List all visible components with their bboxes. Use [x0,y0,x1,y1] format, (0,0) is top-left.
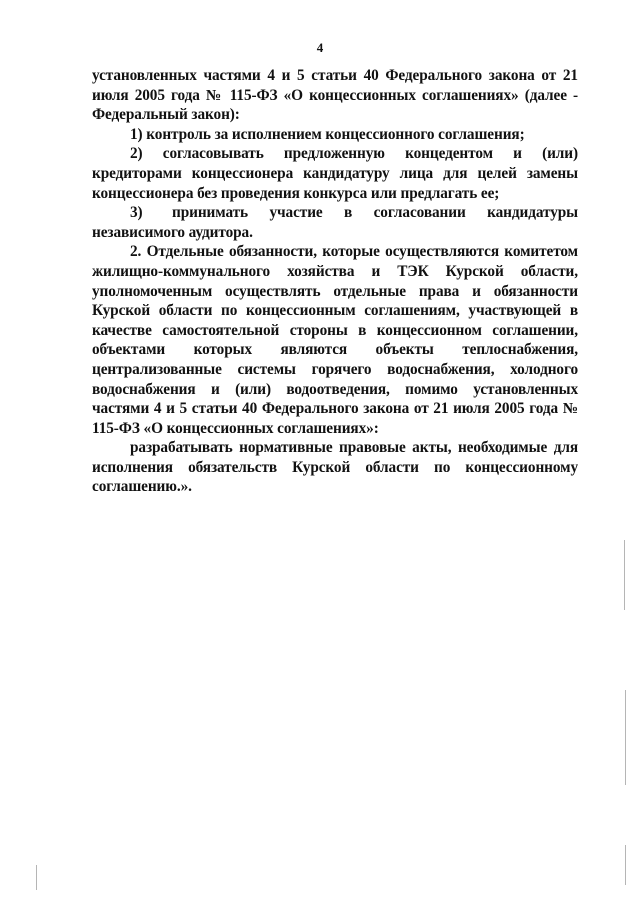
list-item-3-text: принимать участие в согласовании кандидатуры независимого аудитора. [92,204,578,241]
scan-edge-mark [625,845,626,885]
document-body [92,66,578,497]
paragraph-2: 2. Отдельные обязанности, которые осуществляются комитетом жилищно-коммунального хозяйства и ТЭК Курской области, уполномоченным осуществлять отдельные права и обязанности Курской области по концессионным соглашениям, участвующей в качестве самостоятельной стороны в концессионном соглашении, объектами которых являются объекты теплоснабжения, централизованные системы горячего водоснабжения, холодного водоснабжения и (или) водоотведения, помимо установленных частями 4 и 5 статьи 40 Федерального закона от 21 июля 2005 года № 115-ФЗ «О концессионных соглашениях»: [92,243,578,437]
list-item-1: 1) контроль за исполнением концессионного соглашения; [130,125,525,143]
scan-edge-mark [36,865,37,890]
paragraph-intro: установленных частями 4 и 5 статьи 40 Федерального закона от 21 июля 2005 года № 115-ФЗ «О концессионных соглашениях» (далее - Федеральный закон): [92,67,578,124]
scan-edge-mark [624,540,625,610]
list-item-3-number: 3) [130,204,143,222]
paragraph-3: разрабатывать нормативные правовые акты, необходимые для исполнения обязательств Курской области по концессионному соглашению.». [92,439,578,496]
list-item-2: 2) согласовывать предложенную концедентом и (или) кредиторами концессионера кандидатуру лица для целей замены концессионера без проведения конкурса или предлагать ее; [92,145,578,202]
scan-edge-mark [625,690,626,785]
page-number: 4 [316,40,324,55]
list-item-3 [92,203,578,242]
